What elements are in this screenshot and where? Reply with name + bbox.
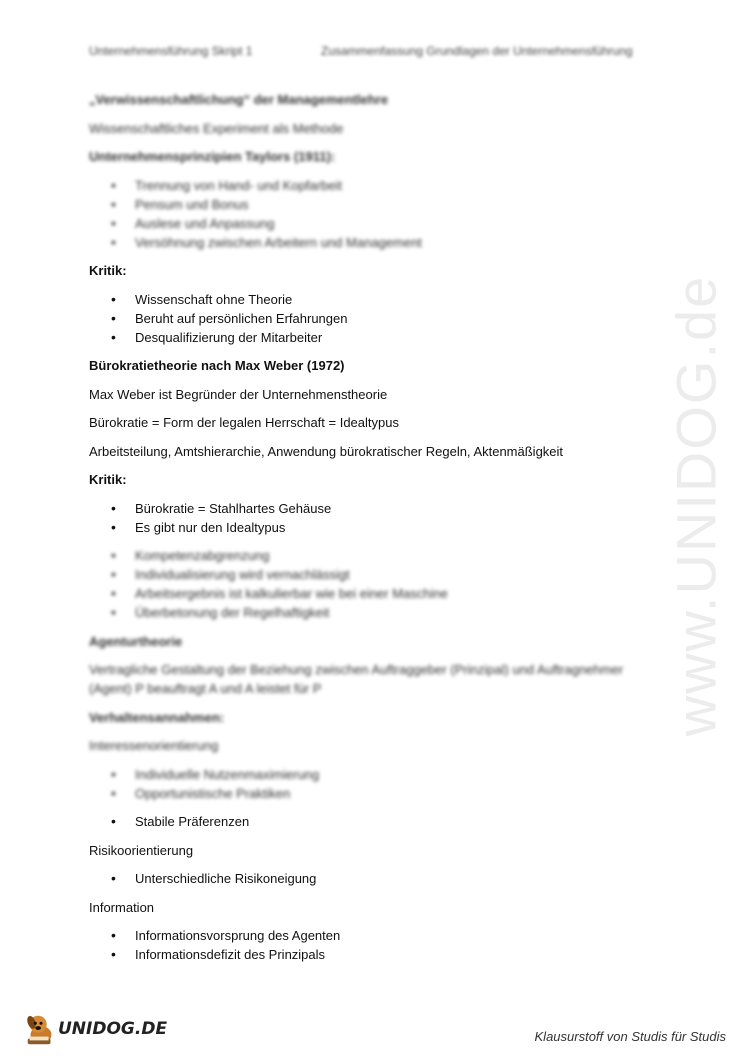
bullet-list [89,499,649,537]
list-item: • Überbetonung der Regelhaftigkeit [89,603,649,622]
section-heading: Kritik: [89,263,127,278]
list-item: • Arbeitsergebnis ist kalkulierbar wie bei einer Maschine [89,584,649,603]
paragraph: Interessenorientierung [89,738,219,753]
paragraph: Vertragliche Gestaltung der Beziehung zwischen Auftraggeber (Prinzipal) und Auftragnehmer (Agent) P beauftragt A und A leistet für P [89,662,624,696]
bullet-list [89,926,649,964]
list-item: • Informationsvorsprung des Agenten [89,926,649,945]
list-item: • Pensum und Bonus [89,195,649,214]
list-item: • Individuelle Nutzenmaximierung [89,765,649,784]
list-item: • Kompetenzabgrenzung [89,546,649,565]
footer-tagline: Klausurstoff von Studis für Studis [534,1029,726,1044]
paragraph: Wissenschaftliches Experiment als Methode [89,120,344,136]
logo-text: UNIDOG.DE [58,1019,168,1039]
list-item: • Stabile Präferenzen [89,812,649,831]
header-right: Zusammenfassung Grundlagen der Unternehmensführung [321,44,633,58]
section-heading: Verhaltensannahmen: [89,709,225,725]
paragraph: Bürokratie = Form der legalen Herrschaft = Idealtypus [89,415,399,430]
section-heading: Agenturtheorie [89,633,183,649]
list-item: • Wissenschaft ohne Theorie [89,290,649,309]
bullet-list [89,176,649,252]
list-item: • Auslese und Anpassung [89,214,649,233]
list-item: • Desqualifizierung der Mitarbeiter [89,328,649,347]
list-item: • Unterschiedliche Risikoneigung [89,869,649,888]
bullet-list [89,869,649,888]
section-heading: Bürokratietheorie nach Max Weber (1972) [89,358,345,373]
list-item: • Versöhnung zwischen Arbeitern und Management [89,233,649,252]
list-item: • Informationsdefizit des Prinzipals [89,945,649,964]
section-heading: Unternehmensprinzipien Taylors (1911): [89,149,336,164]
paragraph: Arbeitsteilung, Amtshierarchie, Anwendung bürokratischer Regeln, Aktenmäßigkeit [89,443,564,459]
list-item: • Beruht auf persönlichen Erfahrungen [89,309,649,328]
bullet-list [89,546,649,622]
list-item: • Opportunistische Praktiken [89,784,649,803]
unidog-logo [22,1010,167,1048]
watermark-text: www.UNIDOG.de [664,274,728,736]
paragraph: Max Weber ist Begründer der Unternehmenstheorie [89,386,388,402]
list-item: • Bürokratie = Stahlhartes Gehäuse [89,499,649,518]
bullet-list [89,812,649,831]
section-heading: Kritik: [89,472,127,487]
document-body [89,90,649,974]
bullet-list [89,765,649,803]
paragraph: Risikoorientierung [89,842,194,858]
list-item: • Trennung von Hand- und Kopfarbeit [89,176,649,195]
paragraph: Information [89,899,155,915]
list-item: • Es gibt nur den Idealtypus [89,518,649,537]
section-heading: „Verwissenschaftlichung“ der Managementlehre [89,92,389,107]
header-left: Unternehmensführung Skript 1 [89,44,253,58]
bullet-list [89,290,649,347]
dog-mascot-icon [22,1010,60,1048]
list-item: • Individualisierung wird vernachlässigt [89,565,649,584]
